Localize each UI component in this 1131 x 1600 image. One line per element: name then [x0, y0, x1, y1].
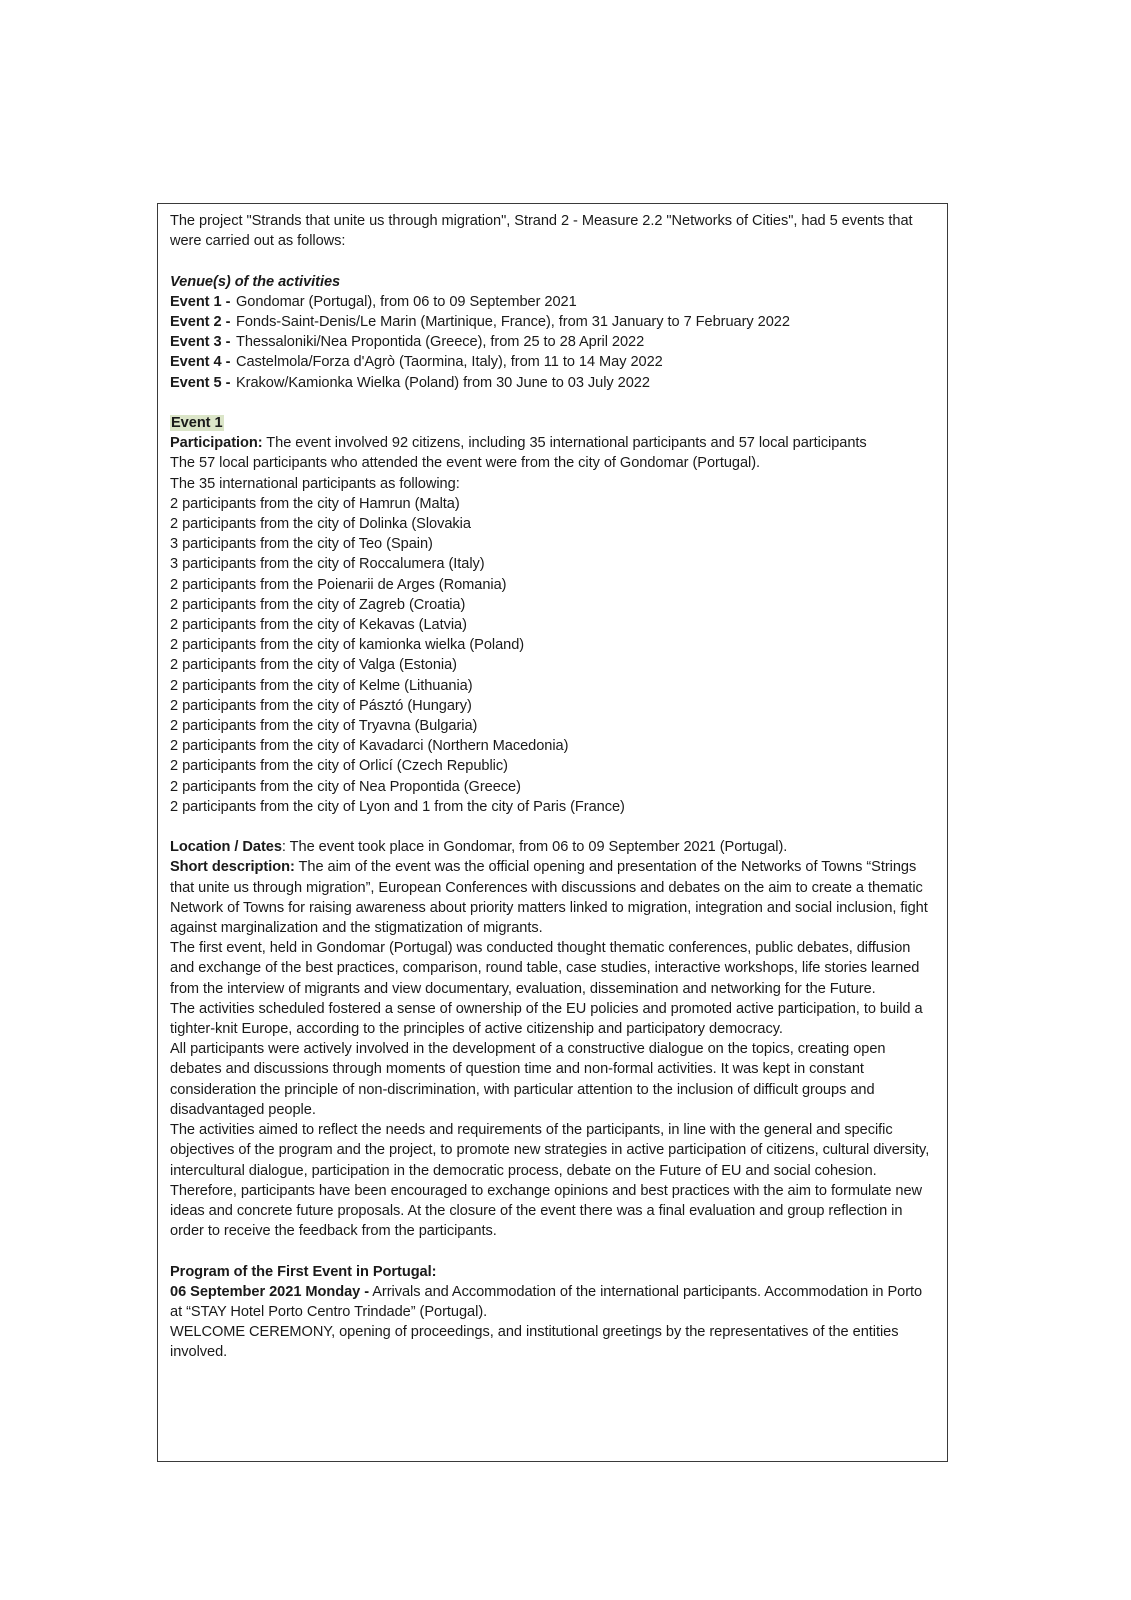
document-text-box [157, 203, 948, 1462]
body-paragraph: The activities aimed to reflect the needs and requirements of the participants, in line with the general and specific objectives of the program and the project, to promote new strategies in active participation of citizens, cultural diversity, intercultural dialogue, participation in the democratic process, debate on the Future of EU and social cohesion. [170, 1122, 934, 1179]
spacer [170, 251, 935, 271]
venue-event-4-label: Event 4 - [170, 354, 231, 371]
list-item: 2 participants from the city of Tryavna (Bulgaria) [170, 718, 478, 735]
body-paragraph: The first event, held in Gondomar (Portugal) was conducted thought thematic conferences, public debates, diffusion and exchange of the best practices, comparison, round table, case studies, interactive workshops, life stories learned from the interview of migrants and view documentary, evaluation, dissemination and networking for the Future. [170, 940, 924, 997]
participation-line [170, 433, 935, 453]
venue-event-5-text: Krakow/Kamionka Wielka (Poland) from 30 June to 03 July 2022 [236, 374, 650, 391]
list-item: 3 participants from the city of Roccalumera (Italy) [170, 556, 485, 573]
short-description-label: Short description: [170, 859, 295, 876]
program-day-label: 06 September 2021 Monday - [170, 1283, 370, 1300]
short-description-paragraph [170, 857, 935, 938]
list-item: 2 participants from the city of Kekavas (Latvia) [170, 617, 467, 634]
venues-heading: Venue(s) of the activities [170, 273, 341, 290]
venue-event-2-label: Event 2 - [170, 314, 231, 330]
spacer [170, 393, 935, 413]
venue-event-3-label: Event 3 - [170, 334, 231, 351]
venue-event-1-label: Event 1 - [170, 293, 231, 310]
participation-label: Participation: [170, 435, 263, 452]
body-paragraph: All participants were actively involved in the development of a constructive dialogue on the topics, creating open debates and discussions through moments of question time and non-formal activities. It was kept in constant consideration the principle of non-discrimination, with particular attention to the inclusion of difficult groups and disadvantaged people. [170, 1041, 890, 1118]
participation-text: The event involved 92 citizens, including 35 international participants and 57 local participants [262, 435, 867, 452]
list-item: 2 participants from the city of Orlicí (Czech Republic) [170, 758, 508, 775]
list-item: 2 participants from the city of Kelme (Lithuania) [170, 677, 473, 694]
venue-event-3 [170, 332, 935, 352]
list-item: 2 participants from the Poienarii de Arges (Romania) [170, 576, 507, 593]
list-item: 2 participants from the city of Zagreb (Croatia) [170, 596, 466, 613]
event1-heading: Event 1 [171, 415, 223, 431]
venue-event-2-text: Fonds-Saint-Denis/Le Marin (Martinique, France), from 31 January to 7 February 2022 [236, 314, 790, 330]
list-item: 2 participants from the city of Valga (Estonia) [170, 657, 457, 674]
venue-event-2 [170, 312, 935, 332]
venue-event-1 [170, 292, 935, 312]
venue-event-4-text: Castelmola/Forza d'Agrò (Taormina, Italy), from 11 to 14 May 2022 [236, 354, 663, 371]
program-heading: Program of the First Event in Portugal: [170, 1263, 437, 1280]
list-item: 2 participants from the city of Hamrun (Malta) [170, 495, 460, 512]
spacer [170, 1241, 935, 1261]
venue-event-4 [170, 352, 935, 372]
location-dates-text: : The event took place in Gondomar, from 06 to 09 September 2021 (Portugal). [281, 839, 788, 856]
short-description-text: The aim of the event was the official opening and presentation of the Networks of Towns “Strings that unite us through migration”, European Conferences with discussions and debates on the aim to create a thematic Network of Towns for raising awareness about priority matters linked to migration, integration and social inclusion, fight against marginalization and the stigmatization of migrants. [170, 859, 932, 937]
list-item: 2 participants from the city of Pásztó (Hungary) [170, 697, 472, 714]
list-item: 2 participants from the city of kamionka wielka (Poland) [170, 637, 525, 654]
program-day-text: Arrivals and Accommodation of the international participants. Accommodation in Porto at “STAY Hotel Porto Centro Trindade” (Portugal). [170, 1283, 927, 1320]
list-item: 3 participants from the city of Teo (Spain) [170, 536, 433, 553]
body-paragraph: Therefore, participants have been encouraged to exchange opinions and best practices with the aim to formulate new ideas and concrete future proposals. At the closure of the event there was a final evaluation and group reflection in order to receive the feedback from the participants. [170, 1182, 927, 1240]
venue-event-5 [170, 373, 935, 393]
list-item: 2 participants from the city of Lyon and 1 from the city of Paris (France) [170, 798, 625, 815]
venue-event-5-label: Event 5 - [170, 374, 231, 391]
venue-event-3-text: Thessaloniki/Nea Propontida (Greece), from 25 to 28 April 2022 [236, 334, 645, 351]
program-ceremony-line: WELCOME CEREMONY, opening of proceedings, and institutional greetings by the representatives of the entities involved. [170, 1324, 903, 1361]
list-item: 2 participants from the city of Kavadarci (Northern Macedonia) [170, 738, 569, 755]
location-dates-label: Location / Dates [170, 839, 282, 856]
location-dates-line [170, 837, 935, 857]
spacer [170, 817, 935, 837]
local-participants-line: The 57 local participants who attended the event were from the city of Gondomar (Portugal). [170, 455, 761, 472]
international-intro-line: The 35 international participants as following: [170, 475, 460, 492]
intro-paragraph: The project "Strands that unite us through migration", Strand 2 - Measure 2.2 "Networks of Cities", had 5 events that were carried out as follows: [170, 213, 917, 250]
program-day-line [170, 1282, 935, 1322]
list-item: 2 participants from the city of Dolinka (Slovakia [170, 516, 471, 533]
venue-event-1-text: Gondomar (Portugal), from 06 to 09 September 2021 [236, 293, 577, 310]
list-item: 2 participants from the city of Nea Propontida (Greece) [170, 778, 521, 795]
body-paragraph: The activities scheduled fostered a sense of ownership of the EU policies and promoted active participation, to build a tighter-knit Europe, according to the principles of active citizenship and participatory democracy. [170, 1000, 927, 1038]
event1-heading-line [170, 413, 935, 433]
